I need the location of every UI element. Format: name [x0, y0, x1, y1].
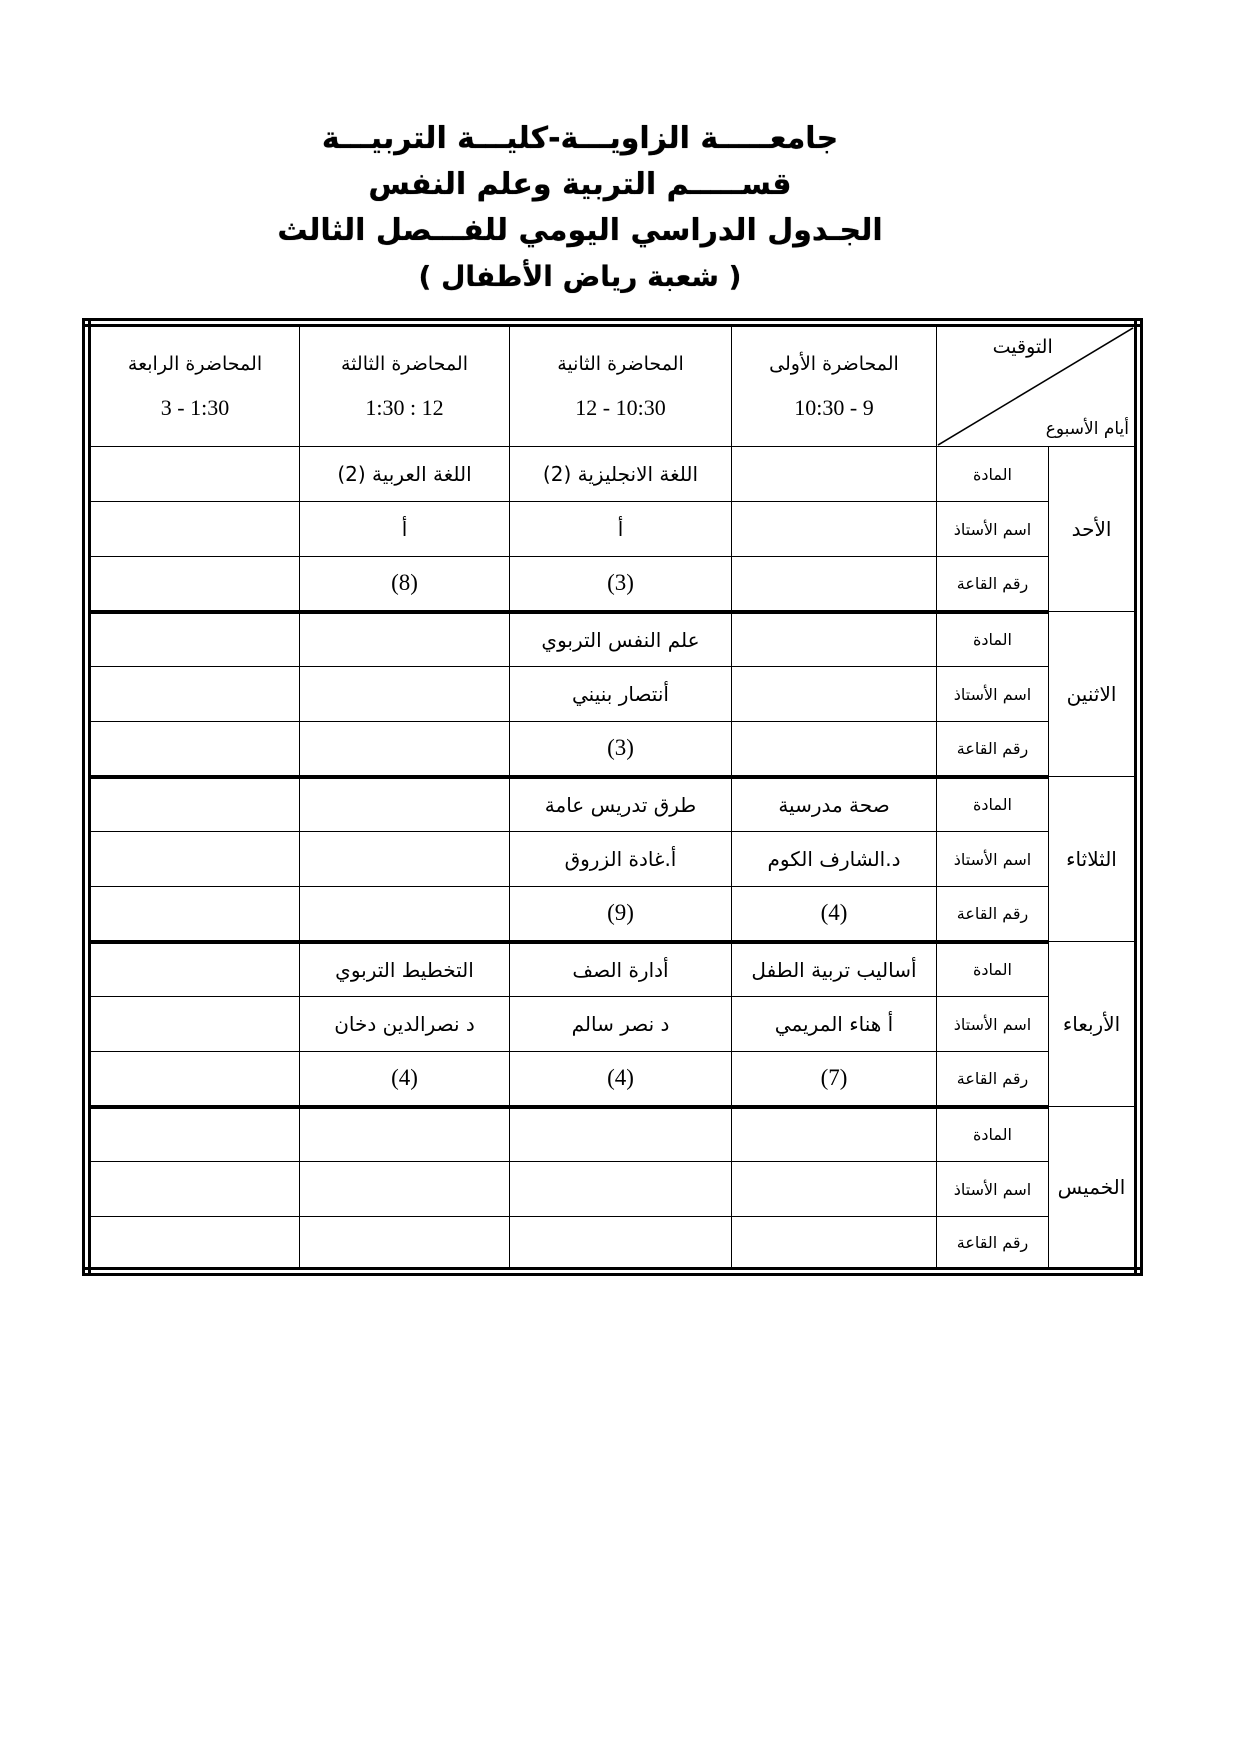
day-cell-wednesday: الأربعاء [1049, 942, 1139, 1107]
room-cell [87, 557, 300, 612]
header-row [87, 323, 1139, 447]
teacher-cell [732, 667, 937, 722]
room-cell [732, 1217, 937, 1272]
table-row [87, 1217, 1139, 1272]
subject-cell [300, 777, 510, 832]
row-label-room: رقم القاعة [937, 887, 1049, 942]
room-number: (9) [607, 900, 634, 926]
table-row [87, 612, 1139, 667]
table-row [87, 942, 1139, 997]
title-department: قســـــم التربية وعلم النفس [368, 167, 792, 202]
lecture-2-name: المحاضرة الثانية [557, 352, 684, 375]
table-row [87, 722, 1139, 777]
subject-cell [300, 612, 510, 667]
lecture-4-header [87, 323, 300, 447]
teacher-cell: أ هناء المريمي [732, 997, 937, 1052]
lecture-1-name: المحاضرة الأولى [769, 352, 899, 375]
teacher-cell: د.الشارف الكوم [732, 832, 937, 887]
row-label-room: رقم القاعة [937, 722, 1049, 777]
title-schedule: الجـدول الدراسي اليومي للفـــصل الثالث [277, 213, 883, 248]
teacher-cell [300, 1162, 510, 1217]
teacher-cell [87, 667, 300, 722]
row-label-subject: المادة [937, 612, 1049, 667]
table-row [87, 1107, 1139, 1162]
room-cell [87, 1217, 300, 1272]
lecture-3-name: المحاضرة الثالثة [340, 352, 469, 375]
room-cell [510, 1217, 732, 1272]
teacher-cell [510, 1162, 732, 1217]
table-row [87, 557, 1139, 612]
table-row [87, 502, 1139, 557]
title-division: ( شعبة رياض الأطفال ) [418, 260, 742, 293]
room-cell [732, 557, 937, 612]
subject-cell: علم النفس التربوي [510, 612, 732, 667]
timing-label: التوقيت [992, 336, 1053, 358]
subject-cell [300, 1107, 510, 1162]
lecture-4-time: 3 - 1:30 [160, 394, 230, 420]
row-label-subject: المادة [937, 447, 1049, 502]
subject-cell: أدارة الصف [510, 942, 732, 997]
table-row [87, 887, 1139, 942]
table-row [87, 1052, 1139, 1107]
room-number: (4) [391, 1065, 418, 1091]
row-label-subject: المادة [937, 1107, 1049, 1162]
subject-cell [732, 612, 937, 667]
room-cell [300, 557, 510, 612]
lecture-2-time: 12 - 10:30 [575, 394, 666, 420]
subject-cell [87, 777, 300, 832]
room-cell [300, 1217, 510, 1272]
lecture-1-time: 10:30 - 9 [794, 394, 874, 420]
row-label-room: رقم القاعة [937, 1217, 1049, 1272]
teacher-cell [732, 502, 937, 557]
teacher-cell [300, 667, 510, 722]
table-row [87, 832, 1139, 887]
row-label-room: رقم القاعة [937, 1052, 1049, 1107]
table-row [87, 667, 1139, 722]
subject-cell: صحة مدرسية [732, 777, 937, 832]
subject-cell [87, 612, 300, 667]
lecture-2-header [510, 323, 732, 447]
row-label-room: رقم القاعة [937, 557, 1049, 612]
day-cell-monday: الاثنين [1049, 612, 1139, 777]
table-row [87, 777, 1139, 832]
room-cell [510, 887, 732, 942]
row-label-teacher: اسم الأستاذ [937, 667, 1049, 722]
row-label-teacher: اسم الأستاذ [937, 1162, 1049, 1217]
lecture-3-time: 1:30 : 12 [365, 394, 444, 420]
row-label-teacher: اسم الأستاذ [937, 997, 1049, 1052]
teacher-cell [87, 832, 300, 887]
title-block [80, 116, 1080, 300]
room-number: (3) [607, 735, 634, 761]
row-label-teacher: اسم الأستاذ [937, 832, 1049, 887]
teacher-cell [87, 1162, 300, 1217]
room-number: (4) [607, 1065, 634, 1091]
teacher-cell: أ [300, 502, 510, 557]
subject-cell: اللغة العربية (2) [300, 447, 510, 502]
teacher-cell: أ.غادة الزروق [510, 832, 732, 887]
schedule-table [82, 318, 1143, 1276]
title-university: جامعـــــة الزاويـــة-كليـــة التربيـــة [321, 121, 839, 156]
week-days-label: أيام الأسبوع [1045, 419, 1129, 439]
row-label-subject: المادة [937, 942, 1049, 997]
lecture-4-name: المحاضرة الرابعة [127, 352, 263, 375]
teacher-cell: أنتصار بنيني [510, 667, 732, 722]
subject-cell [87, 1107, 300, 1162]
day-cell-thursday: الخميس [1049, 1107, 1139, 1272]
subject-cell: طرق تدريس عامة [510, 777, 732, 832]
row-label-subject: المادة [937, 777, 1049, 832]
room-cell [87, 887, 300, 942]
subject-cell [732, 1107, 937, 1162]
room-cell [510, 722, 732, 777]
room-cell [87, 722, 300, 777]
teacher-cell [87, 997, 300, 1052]
room-cell [510, 1052, 732, 1107]
subject-cell [87, 447, 300, 502]
table-row [87, 997, 1139, 1052]
subject-cell [87, 942, 300, 997]
room-number: (8) [391, 570, 418, 596]
day-cell-tuesday: الثلاثاء [1049, 777, 1139, 942]
teacher-cell: د نصر سالم [510, 997, 732, 1052]
subject-cell [732, 447, 937, 502]
table-row [87, 447, 1139, 502]
room-number: (7) [820, 1065, 848, 1091]
teacher-cell: أ [510, 502, 732, 557]
corner-cell [937, 323, 1139, 447]
row-label-teacher: اسم الأستاذ [937, 502, 1049, 557]
subject-cell: أساليب تربية الطفل [732, 942, 937, 997]
room-cell [300, 1052, 510, 1107]
room-cell [510, 557, 732, 612]
room-cell [732, 722, 937, 777]
subject-cell: التخطيط التربوي [300, 942, 510, 997]
teacher-cell [732, 1162, 937, 1217]
room-cell [300, 722, 510, 777]
room-number: (4) [820, 900, 848, 926]
teacher-cell [87, 502, 300, 557]
subject-cell: اللغة الانجليزية (2) [510, 447, 732, 502]
lecture-3-header [300, 323, 510, 447]
teacher-cell: د نصرالدين دخان [300, 997, 510, 1052]
table-row [87, 1162, 1139, 1217]
room-cell [732, 887, 937, 942]
room-number: (3) [607, 570, 634, 596]
teacher-cell [300, 832, 510, 887]
room-cell [300, 887, 510, 942]
room-cell [732, 1052, 937, 1107]
subject-cell [510, 1107, 732, 1162]
lecture-1-header [732, 323, 937, 447]
day-cell-sunday: الأحد [1049, 447, 1139, 612]
room-cell [87, 1052, 300, 1107]
